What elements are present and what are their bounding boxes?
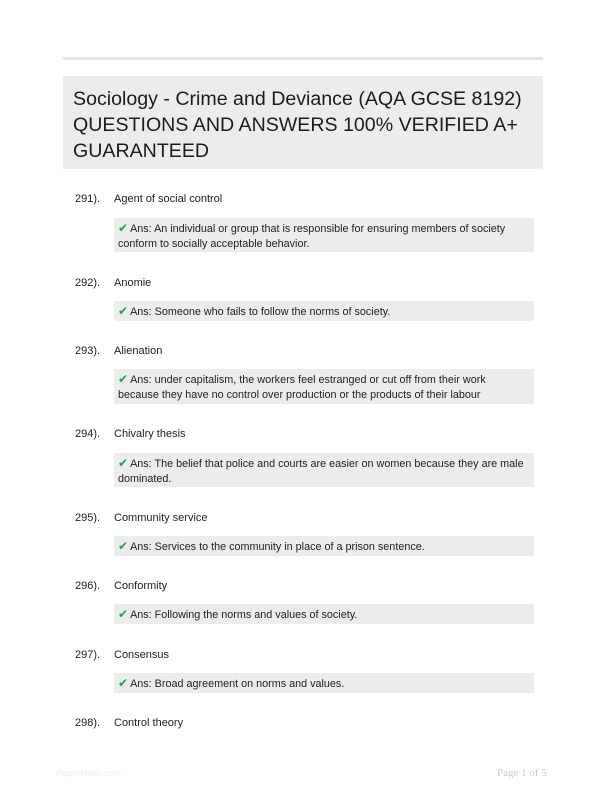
answer-text: Ans: The belief that police and courts are easier on women because they are male dominated. <box>118 458 524 485</box>
answer-text: Ans: Broad agreement on norms and values. <box>130 678 345 690</box>
check-icon: ✔ <box>118 372 129 386</box>
question-text: Consensus <box>114 649 170 661</box>
answer-box <box>114 604 534 624</box>
question-text: Anomie <box>114 277 152 289</box>
item-number: 298). <box>75 717 101 729</box>
question-text: Chivalry thesis <box>114 428 186 440</box>
item-number: 297). <box>75 649 101 661</box>
item-number: 291). <box>75 193 101 205</box>
answer-text: Ans: Services to the community in place of a prison sentence. <box>130 541 425 553</box>
question-text: Alienation <box>114 345 163 357</box>
page-title: Sociology - Crime and Deviance (AQA GCSE 8192) QUESTIONS AND ANSWERS 100% VERIFIED A+ GUARANTEED <box>73 88 522 162</box>
check-icon: ✔ <box>118 304 129 318</box>
answer-box <box>114 536 534 556</box>
check-icon: ✔ <box>118 607 129 621</box>
answer-box <box>114 301 534 321</box>
item-number: 293). <box>75 345 101 357</box>
item-number: 295). <box>75 512 101 524</box>
check-icon: ✔ <box>118 221 129 235</box>
item-number: 296). <box>75 580 101 592</box>
footer-watermark: PaperMatic.com <box>56 768 122 778</box>
answer-text: Ans: Someone who fails to follow the norms of society. <box>130 306 391 318</box>
answer-text: Ans: An individual or group that is responsible for ensuring members of society conform to socially acceptable behavior. <box>118 223 506 250</box>
answer-box <box>114 453 534 487</box>
question-text: Agent of social control <box>114 193 223 205</box>
check-icon: ✔ <box>118 456 129 470</box>
answer-box <box>114 673 534 693</box>
page-number: Page 1 of 5 <box>497 767 547 779</box>
check-icon: ✔ <box>118 676 129 690</box>
check-icon: ✔ <box>118 539 129 553</box>
question-text: Conformity <box>114 580 168 592</box>
title-box <box>63 76 543 169</box>
item-number: 292). <box>75 277 101 289</box>
answer-box <box>114 218 534 252</box>
answer-text: Ans: under capitalism, the workers feel estranged or cut off from their work because they have no control over production or the products of their labour <box>118 374 486 401</box>
answer-box <box>114 369 534 404</box>
question-text: Control theory <box>114 717 184 729</box>
item-number: 294). <box>75 428 101 440</box>
top-divider <box>63 57 543 60</box>
answer-text: Ans: Following the norms and values of society. <box>130 609 358 621</box>
question-text: Community service <box>114 512 208 524</box>
